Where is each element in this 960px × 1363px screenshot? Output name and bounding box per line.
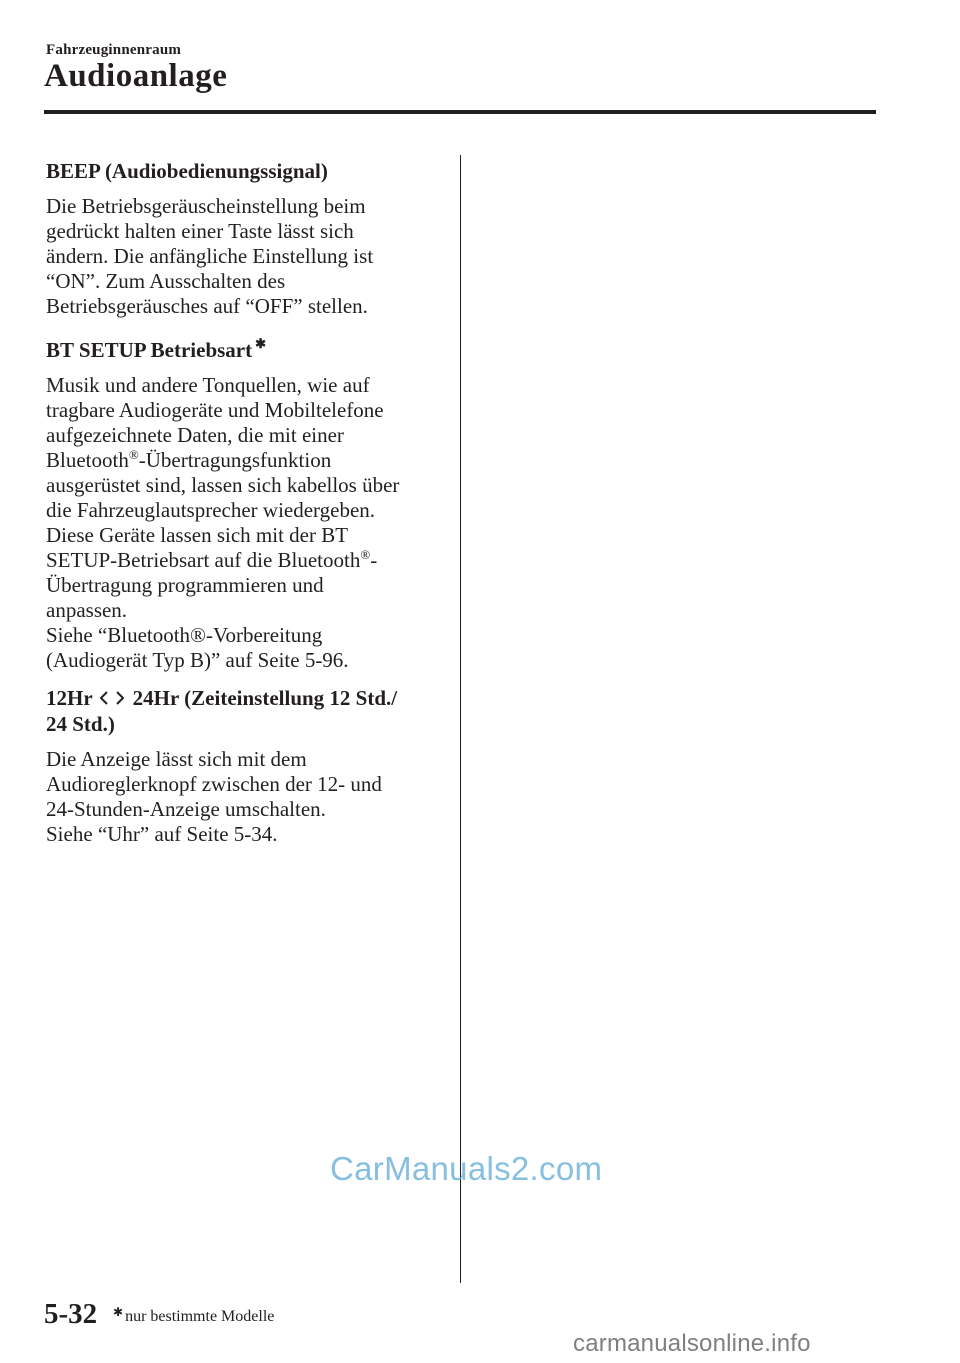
bt-text: Bluetooth	[46, 448, 129, 472]
bt-line: ausgerüstet sind, lassen sich kabellos über	[46, 473, 400, 497]
clock-heading-12hr: 12Hr	[46, 686, 93, 710]
bt-setup-paragraph	[46, 373, 446, 673]
optional-feature-star-icon: ✱	[255, 336, 267, 351]
clock-paragraph	[46, 747, 446, 847]
bt-line: Diese Geräte lassen sich mit der BT	[46, 523, 349, 547]
bt-setup-heading-text: BT SETUP Betriebsart	[46, 338, 253, 362]
bt-line: die Fahrzeuglautsprecher wiedergeben.	[46, 498, 376, 522]
beep-line: gedrückt halten einer Taste lässt sich	[46, 219, 354, 243]
chevron-left-right-icon	[97, 690, 127, 706]
registered-mark: ®	[360, 547, 371, 562]
bt-line: Musik und andere Tonquellen, wie auf	[46, 373, 370, 397]
site-watermark: carmanualsonline.info	[573, 1330, 811, 1357]
beep-line: “ON”. Zum Ausschalten des	[46, 269, 286, 293]
bt-line: Übertragung programmieren und	[46, 573, 324, 597]
optional-feature-star-icon: ✱	[113, 1305, 124, 1319]
clock-line: Audioreglerknopf zwischen der 12- und	[46, 772, 382, 796]
column-divider	[460, 155, 461, 1283]
left-column	[46, 158, 446, 859]
bt-text: -	[370, 548, 378, 572]
clock-heading-24hr: 24Hr (Zeiteinstellung 12 Std./	[132, 686, 398, 710]
clock-cross-reference: Siehe “Uhr” auf Seite 5-34.	[46, 822, 278, 846]
beep-heading: BEEP (Audiobedienungssignal)	[46, 159, 328, 183]
registered-mark: ®	[128, 447, 139, 462]
bt-line: tragbare Audiogeräte und Mobiltelefone	[46, 398, 384, 422]
bt-line: anpassen.	[46, 598, 128, 622]
footer-note-text: nur bestimmte Modelle	[125, 1308, 275, 1325]
clock-line: 24-Stunden-Anzeige umschalten.	[46, 797, 326, 821]
beep-paragraph	[46, 194, 446, 319]
footer-note	[113, 1305, 274, 1326]
bt-cross-reference: Siehe “Bluetooth®-Vorbereitung	[46, 623, 323, 647]
bt-text: -Übertragungsfunktion	[138, 448, 332, 472]
clock-heading-cont: 24 Std.)	[46, 712, 115, 736]
watermark-logo: CarManuals2.com	[330, 1150, 603, 1187]
page-number: 5-32	[44, 1298, 98, 1330]
clock-heading	[46, 685, 446, 737]
clock-line: Die Anzeige lässt sich mit dem	[46, 747, 307, 771]
bt-line: aufgezeichnete Daten, die mit einer	[46, 423, 344, 447]
bt-line	[46, 548, 446, 573]
bt-setup-heading	[46, 331, 446, 363]
bt-line	[46, 448, 446, 473]
section-title: Audioanlage	[44, 58, 228, 94]
bt-cross-reference: (Audiogerät Typ B)” auf Seite 5-96.	[46, 648, 349, 672]
beep-line: Die Betriebsgeräuscheinstellung beim	[46, 194, 366, 218]
bt-text: SETUP-Betriebsart auf die Bluetooth	[46, 548, 361, 572]
chapter-label: Fahrzeuginnenraum	[46, 42, 182, 58]
header-rule	[44, 110, 876, 114]
beep-line: ändern. Die anfängliche Einstellung ist	[46, 244, 374, 268]
beep-line: Betriebsgeräusches auf “OFF” stellen.	[46, 294, 368, 318]
